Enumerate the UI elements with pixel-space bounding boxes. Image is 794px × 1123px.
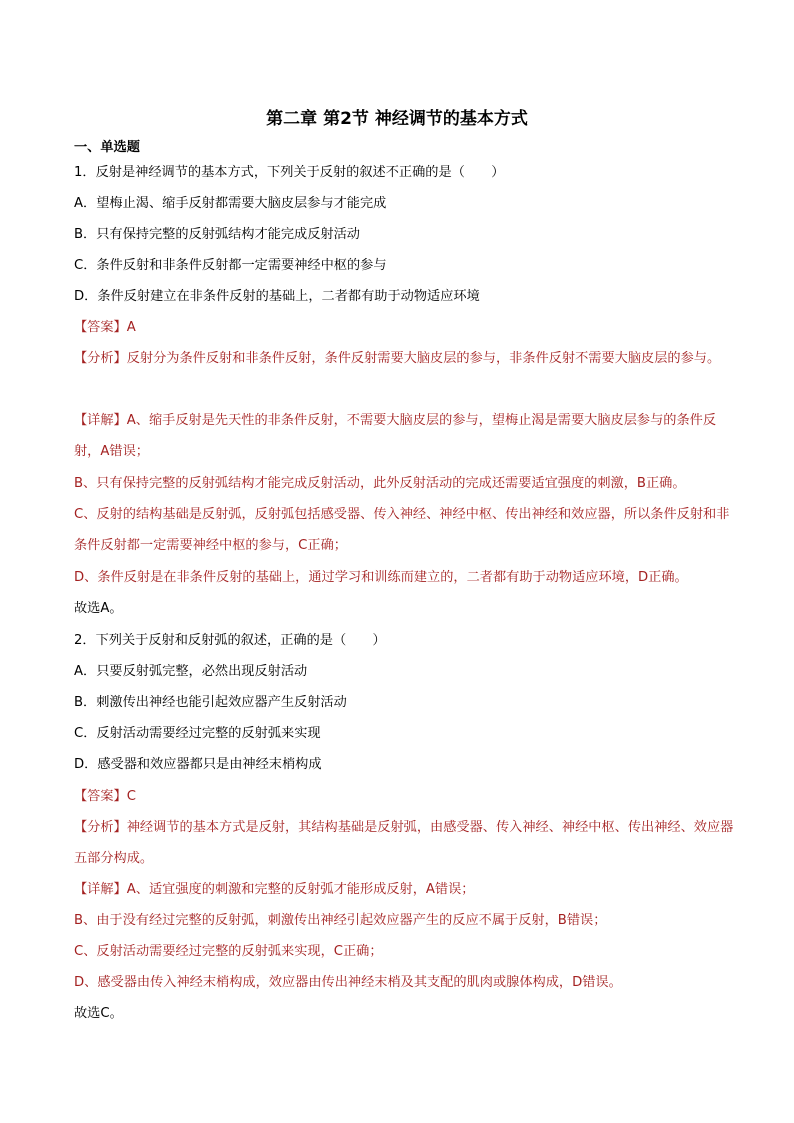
question-2-option-c: C．反射活动需要经过完整的反射弧来实现 xyxy=(74,726,321,741)
analysis-tag: 【分析】 xyxy=(74,820,127,835)
question-1-conclusion: 故选A。 xyxy=(74,601,123,616)
question-1-detail-b: B、只有保持完整的反射弧结构才能完成反射活动，此外反射活动的完成还需要适宜强度的刺激，B正确。 xyxy=(74,476,686,491)
question-2-option-a: A．只要反射弧完整，必然出现反射活动 xyxy=(74,664,308,679)
question-2-detail-c: C、反射活动需要经过完整的反射弧来实现，C正确； xyxy=(74,944,383,959)
question-2-detail-b: B、由于没有经过完整的反射弧，刺激传出神经引起效应器产生的反应不属于反射，B错误； xyxy=(74,913,607,928)
question-2-option-d: D．感受器和效应器都只是由神经末梢构成 xyxy=(74,757,322,772)
answer-tag: 【答案】 xyxy=(74,789,127,804)
question-2-analysis xyxy=(74,812,734,874)
question-1-analysis xyxy=(74,343,734,374)
page-title: 第二章 第2节 神经调节的基本方式 xyxy=(266,109,528,129)
analysis-text: 神经调节的基本方式是反射，其结构基础是反射弧，由感受器、传入神经、神经中枢、传出神经、效应器五部分构成。 xyxy=(74,820,734,866)
analysis-tag: 【分析】 xyxy=(74,351,127,366)
question-1-stem: 1．反射是神经调节的基本方式，下列关于反射的叙述不正确的是（ ） xyxy=(74,165,505,180)
question-2-answer xyxy=(74,789,734,805)
question-2-detail-a xyxy=(74,882,734,898)
question-1-detail-c: C、反射的结构基础是反射弧，反射弧包括感受器、传入神经、神经中枢、传出神经和效应器，所以条件反射和非条件反射都一定需要神经中枢的参与，C正确； xyxy=(74,507,730,553)
section-heading: 一、单选题 xyxy=(74,140,140,155)
question-1-option-c: C．条件反射和非条件反射都一定需要神经中枢的参与 xyxy=(74,258,387,273)
answer-value: C xyxy=(126,789,136,804)
question-2-option-b: B．刺激传出神经也能引起效应器产生反射活动 xyxy=(74,695,347,710)
question-1-detail-d: D、条件反射是在非条件反射的基础上，通过学习和训练而建立的，二者都有助于动物适应环境，D正确。 xyxy=(74,570,688,585)
question-1-detail-a xyxy=(74,405,734,467)
answer-value: A xyxy=(126,320,136,335)
question-1-answer xyxy=(74,320,734,336)
question-2-conclusion: 故选C。 xyxy=(74,1006,123,1021)
detail-text: A、缩手反射是先天性的非条件反射，不需要大脑皮层的参与，望梅止渴是需要大脑皮层参与的条件反射，A错误； xyxy=(74,413,717,459)
analysis-text: 反射分为条件反射和非条件反射，条件反射需要大脑皮层的参与，非条件反射不需要大脑皮层的参与。 xyxy=(126,351,721,366)
detail-text: A、适宜强度的刺激和完整的反射弧才能形成反射，A错误； xyxy=(126,882,475,897)
detail-tag: 【详解】 xyxy=(74,413,127,428)
detail-tag: 【详解】 xyxy=(74,882,127,897)
answer-tag: 【答案】 xyxy=(74,320,127,335)
question-1-option-b: B．只有保持完整的反射弧结构才能完成反射活动 xyxy=(74,227,360,242)
question-2-stem: 2．下列关于反射和反射弧的叙述，正确的是（ ） xyxy=(74,633,386,648)
question-1-option-a: A．望梅止渴、缩手反射都需要大脑皮层参与才能完成 xyxy=(74,196,387,211)
question-1-option-d: D．条件反射建立在非条件反射的基础上，二者都有助于动物适应环境 xyxy=(74,289,480,304)
question-2-detail-d: D、感受器由传入神经末梢构成，效应器由传出神经末梢及其支配的肌肉或腺体构成，D错误。 xyxy=(74,975,622,990)
